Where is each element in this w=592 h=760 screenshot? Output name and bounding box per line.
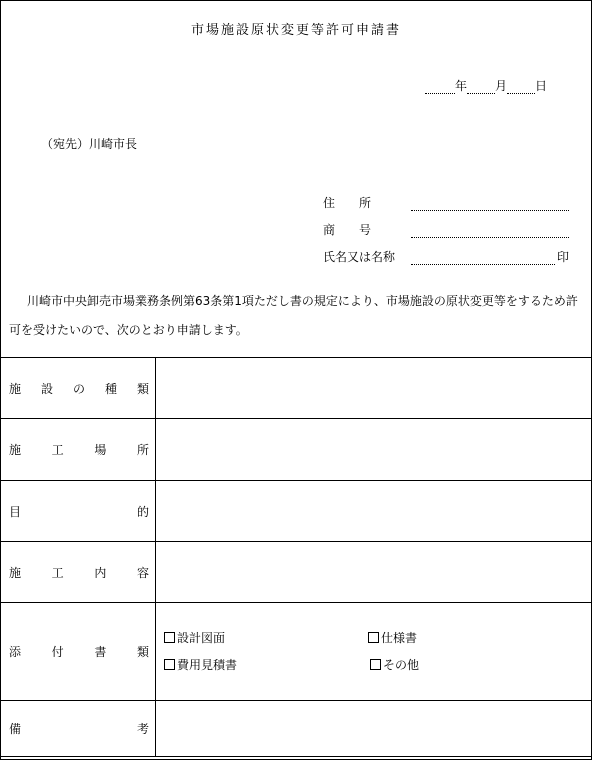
table-row: [1, 358, 592, 419]
table-row: [1, 542, 592, 603]
checkbox-icon[interactable]: [164, 632, 175, 643]
form-title: 市場施設原状変更等許可申請書: [190, 23, 401, 38]
name-row: [323, 248, 569, 265]
attachment-label: 設計図面: [177, 631, 226, 645]
address-field[interactable]: [411, 199, 569, 211]
attachment-label: 費用見積書: [177, 658, 238, 672]
attachments-label: 添付書類: [1, 603, 156, 701]
address-row: [323, 194, 569, 211]
attachment-label: 仕様書: [381, 631, 418, 645]
checkbox-icon[interactable]: [368, 632, 379, 643]
trade-name-field[interactable]: [411, 226, 569, 238]
trade-name-row: [323, 221, 569, 238]
location-label: 施工場所: [1, 419, 156, 481]
day-blank[interactable]: [507, 82, 535, 94]
name-label: 氏名又は名称: [323, 250, 396, 264]
remarks-label: 備考: [1, 701, 156, 757]
attachment-cost-estimate[interactable]: [164, 656, 237, 673]
attachment-other[interactable]: [370, 656, 419, 673]
intro-paragraph: 川崎市中央卸売市場業務条例第63条第1項ただし書の規定により、市場施設の原状変更等をするため許可を受けたいので、次のとおり申請します。: [9, 294, 578, 337]
day-label: 日: [535, 79, 548, 93]
seal-mark: 印: [557, 250, 570, 264]
table-row: [1, 419, 592, 481]
checkbox-icon[interactable]: [164, 659, 175, 670]
year-blank[interactable]: [425, 82, 455, 94]
addressee: （宛先）川崎市長: [41, 137, 138, 151]
table-row: [1, 481, 592, 542]
facility-type-field[interactable]: [156, 358, 592, 419]
location-field[interactable]: [156, 419, 592, 481]
month-label: 月: [495, 79, 508, 93]
purpose-field[interactable]: [156, 481, 592, 542]
attachment-design-drawings[interactable]: [164, 629, 225, 646]
name-field[interactable]: [411, 253, 555, 265]
address-label: 住 所: [323, 196, 372, 210]
attachments-cell: [156, 603, 592, 701]
attachment-specifications[interactable]: [368, 629, 417, 646]
content-field[interactable]: [156, 542, 592, 603]
facility-type-label: 施設の種類: [1, 358, 156, 419]
details-table: [0, 357, 592, 757]
table-row: [1, 603, 592, 701]
table-row: [1, 701, 592, 757]
purpose-label: 目的: [1, 481, 156, 542]
checkbox-icon[interactable]: [370, 659, 381, 670]
trade-name-label: 商 号: [323, 223, 372, 237]
attachment-label: その他: [383, 658, 420, 672]
month-blank[interactable]: [467, 82, 495, 94]
remarks-field[interactable]: [156, 701, 592, 757]
year-label: 年: [455, 79, 468, 93]
date-line: [425, 77, 547, 94]
content-label: 施工内容: [1, 542, 156, 603]
